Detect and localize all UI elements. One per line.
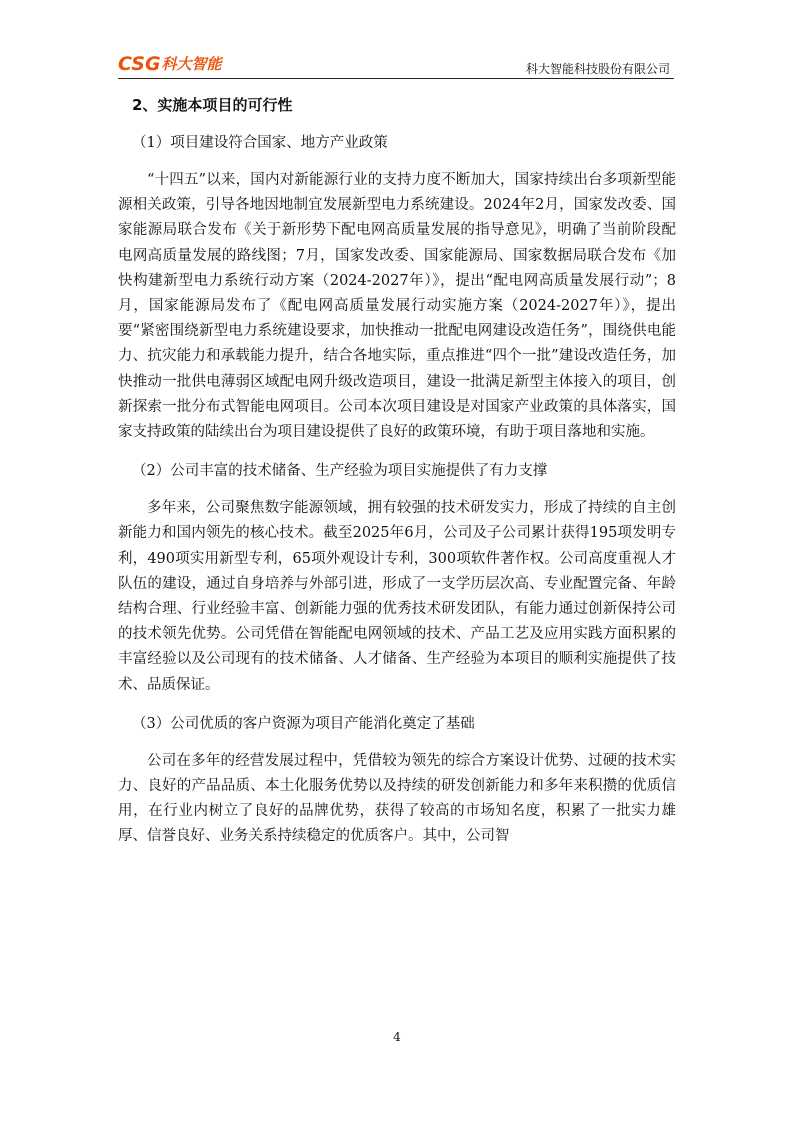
paragraph-technology: 多年来，公司聚焦数字能源领域，拥有较强的技术研发实力，形成了持续的自主创新能力和国内领先的核心技术。截至2025年6月，公司及子公司累计获得195项发明专利，490项实用新型专利，65项外观设计专利，300项软件著作权。公司高度重视人才队伍的建设，通过自身培养与外部引进，形成了一支学历层次高、专业配置完备、年龄结构合理、行业经验丰富、创新能力强的优秀技术研发团队，有能力通过创新保持公司的技术领先优势。公司凭借在智能配电网领域的技术、产品工艺及应用实践方面积累的丰富经验以及公司现有的技术储备、人才储备、生产经验为本项目的顺利实施提供了技术、品质保证。	[118, 500, 676, 693]
subsection-title-2: （2）公司丰富的技术储备、生产经验为项目实施提供了有力支撑	[132, 463, 548, 480]
document-body	[118, 94, 676, 850]
subsection-title-3: （3）公司优质的客户资源为项目产能消化奠定了基础	[132, 715, 475, 732]
paragraph-customers: 公司在多年的经营发展过程中，凭借较为领先的综合方案设计优势、过硬的技术实力、良好的产品品质、本土化服务优势以及持续的研发创新能力和多年来积攒的优质信用，在行业内树立了良好的品牌优势，获得了较高的市场知名度，积累了一批实力雄厚、信誉良好、业务关系持续稳定的优质客户。其中，公司智	[118, 752, 676, 845]
page-header	[118, 52, 674, 78]
logo-name: 科大智能	[161, 55, 222, 73]
header-divider	[118, 78, 674, 79]
paragraph-policy: “十四五”以来，国内对新能源行业的支持力度不断加大，国家持续出台多项新型能源相关政策，引导各地因地制宜发展新型电力系统建设。2024年2月，国家发改委、国家能源局联合发布《关于新形势下配电网高质量发展的指导意见》，明确了当前阶段配电网高质量发展的路线图；7月，国家发改委、国家能源局、国家数据局联合发布《加快构建新型电力系统行动方案（2024-2027年）》，提出“配电网高质量发展行动”；8月，国家能源局发布了《配电网高质量发展行动实施方案（2024-2027年）》，提出要“紧密围绕新型电力系统建设要求，加快推动一批配电网建设改造任务”，围绕供电能力、抗灾能力和承载能力提升，结合各地实际，重点推进“四个一批”建设改造任务，加快推动一批供电薄弱区域配电网升级改造项目，建设一批满足新型主体接入的项目，创新探索一批分布式智能电网项目。公司本次项目建设是对国家产业政策的具体落实，国家支持政策的陆续出台为项目建设提供了良好的政策环境，有助于项目落地和实施。	[118, 172, 676, 441]
section-heading: 2、实施本项目的可行性	[132, 96, 293, 114]
logo-mark: CSG	[118, 53, 161, 75]
page-number: 4	[393, 1030, 401, 1044]
company-name: 科大智能科技股份有限公司	[525, 62, 670, 76]
subsection-title-1: （1）项目建设符合国家、地方产业政策	[132, 135, 388, 151]
csg-logo	[118, 52, 222, 76]
